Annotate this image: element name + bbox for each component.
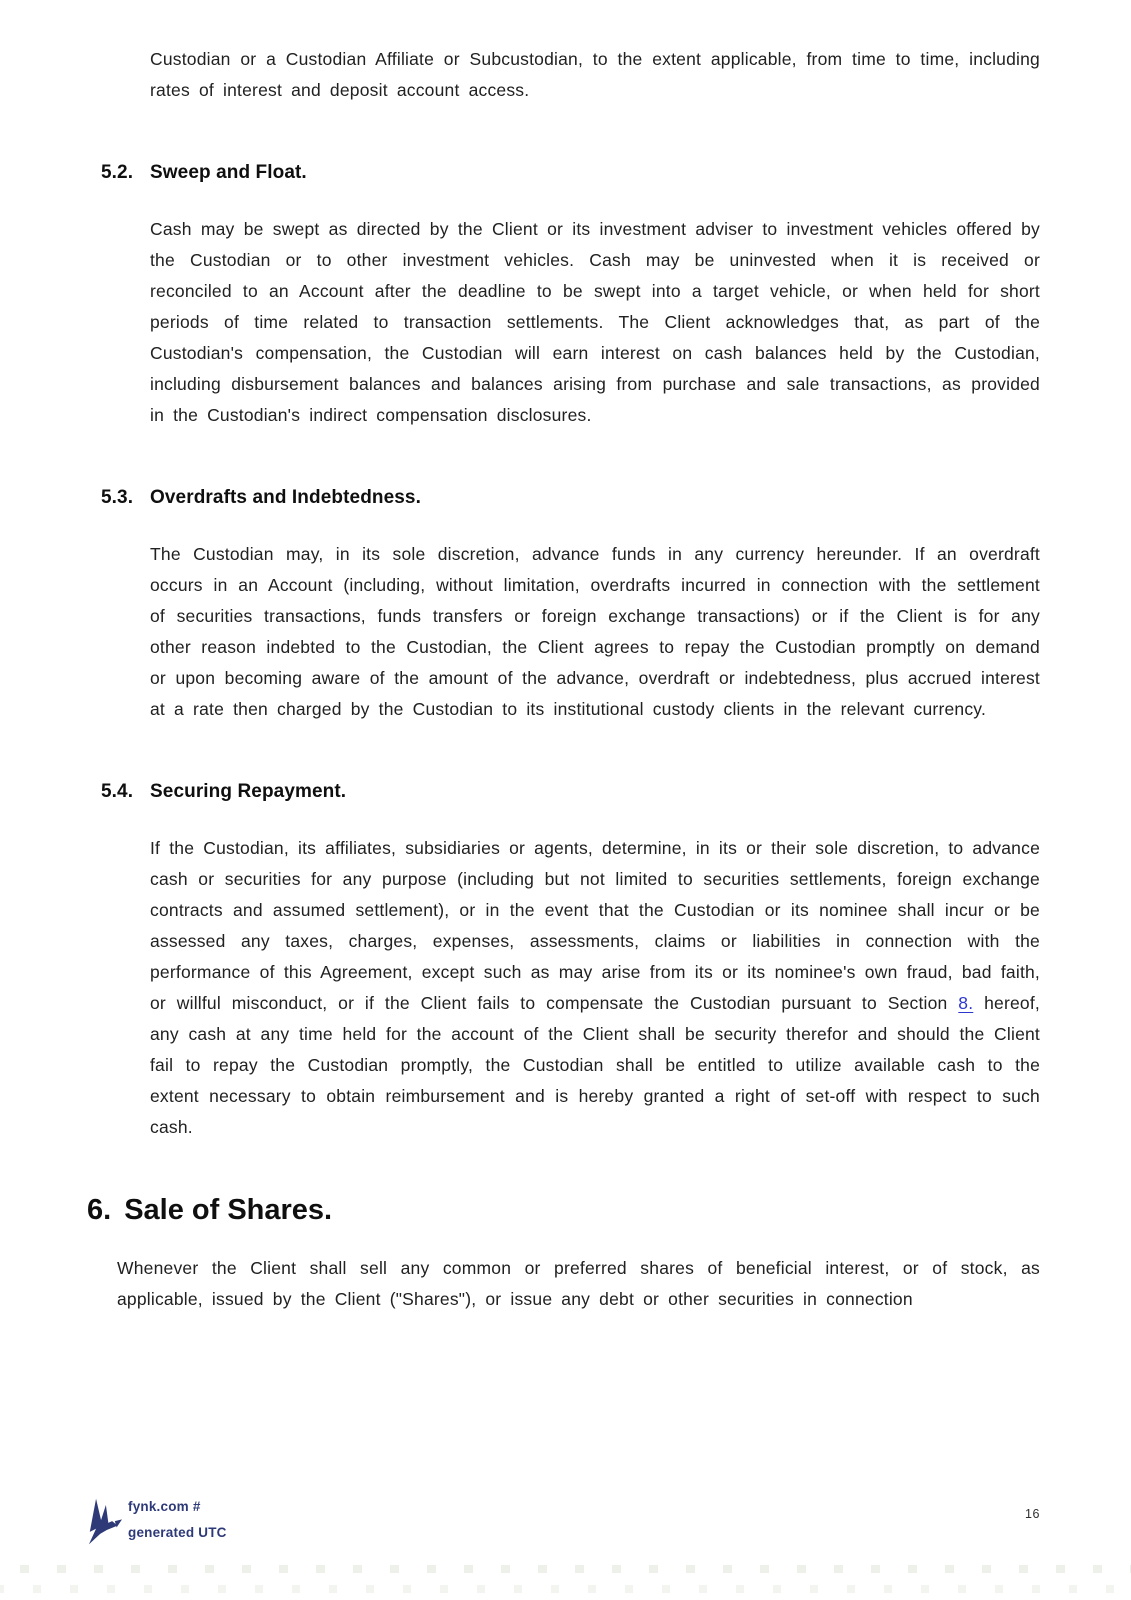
chapter-title: Sale of Shares. <box>124 1194 333 1226</box>
footer-brand <box>128 1494 227 1546</box>
paragraph-securing-repayment <box>150 833 1040 1143</box>
section-title: Sweep and Float. <box>150 162 307 183</box>
section-heading-5-3 <box>101 485 1040 511</box>
footer-brand-line2: generated UTC <box>128 1525 227 1540</box>
chapter-number: 6. <box>87 1194 112 1226</box>
chapter-heading-sale-of-shares <box>87 1193 1040 1227</box>
section-heading-5-2 <box>101 160 1040 186</box>
section-title: Overdrafts and Indebtedness. <box>150 487 421 508</box>
paragraph-text-after-link: hereof, any cash at any time held for the account of the Client shall be security therefor and should the Client fail to repay the Custodian promptly, the Custodian shall be entitled to utilize available cash to the extent necessary to obtain reimbursement and is hereby granted a right of set-off with respect to such cash. <box>150 993 1040 1137</box>
section-heading-5-4 <box>101 779 1040 805</box>
page-edge-artifacts <box>0 1565 1131 1595</box>
section-number: 5.4. <box>101 781 134 802</box>
paragraph-sweep-and-float: Cash may be swept as directed by the Client or its investment adviser to investment vehicles offered by the Custodian or to other investment vehicles. Cash may be uninvested when it is received or reconciled to an Account after the deadline to be swept into a target vehicle, or when held for short periods of time related to transaction settlements. The Client acknowledges that, as part of the Custodian's compensation, the Custodian will earn interest on cash balances held by the Custodian, including disbursement balances and balances arising from purchase and sale transactions, as provided in the Custodian's indirect compensation disclosures. <box>150 219 1040 425</box>
origami-bird-icon <box>88 1496 122 1548</box>
page-footer <box>88 1494 227 1548</box>
paragraph-text-before-link: If the Custodian, its affiliates, subsidiaries or agents, determine, in its or their sole discretion, to advance cash or securities for any purpose (including but not limited to securities settlements, foreign exchange contracts and assumed settlement), or in the event that the Custodian or its nominee shall incur or be assessed any taxes, charges, expenses, assessments, claims or liabilities in connection with the performance of this Agreement, except such as may arise from its or its nominee's own fraud, bad faith, or willful misconduct, or if the Client fails to compensate the Custodian pursuant to Section <box>150 838 1040 1013</box>
paragraph-continuation: Custodian or a Custodian Affiliate or Subcustodian, to the extent applicable, from time to time, including rates of interest and deposit account access. <box>150 49 1040 100</box>
section-title: Securing Repayment. <box>150 781 347 802</box>
document-body <box>87 44 1040 1315</box>
page-number: 16 <box>1025 1507 1040 1521</box>
paragraph-sale-of-shares: Whenever the Client shall sell any common or preferred shares of beneficial interest, or of stock, as applicable, issued by the Client ("Shares"), or issue any debt or other securities in connection <box>117 1258 1040 1309</box>
paragraph-overdrafts-indebtedness: The Custodian may, in its sole discretion, advance funds in any currency hereunder. If an overdraft occurs in an Account (including, without limitation, overdrafts incurred in connection with the settlement of securities transactions, funds transfers or foreign exchange transactions) or if the Client is for any other reason indebted to the Custodian, the Client agrees to repay the Custodian promptly on demand or upon becoming aware of the amount of the advance, overdraft or indebtedness, plus accrued interest at a rate then charged by the Custodian to its institutional custody clients in the relevant currency. <box>150 544 1040 719</box>
section-number: 5.3. <box>101 487 134 508</box>
section-8-link[interactable]: 8. <box>958 993 974 1013</box>
section-number: 5.2. <box>101 162 134 183</box>
footer-brand-line1: fynk.com # <box>128 1499 201 1514</box>
